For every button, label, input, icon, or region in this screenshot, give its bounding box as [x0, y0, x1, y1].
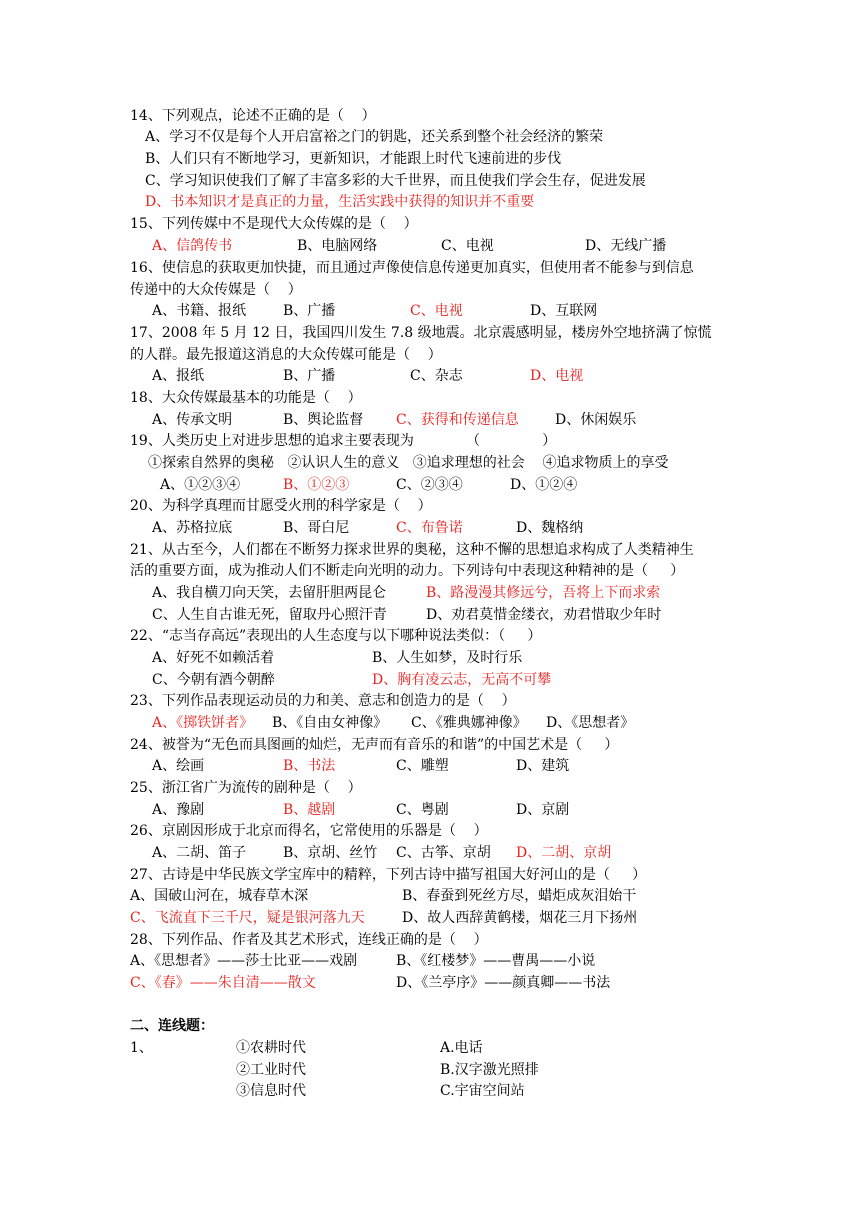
q22-option-c: C、今朝有酒今朝醉	[152, 672, 275, 688]
q22-stem: 22、“志当存高远”表现出的人生态度与以下哪种说法类似：（ ）	[130, 628, 542, 644]
q18-option-d: D、休闲娱乐	[555, 412, 637, 428]
q21-stem-line2: 活的重要方面，成为推动人们不断走向光明的动力。下列诗句中表现这种精神的是（ ）	[130, 563, 685, 579]
q23-option-a-answer: A、《掷铁饼者》	[152, 715, 254, 731]
matching-left-item-3: ③信息时代	[236, 1083, 306, 1099]
q27-option-b: B、春蚕到死丝方尽，蜡炬成灰泪始干	[402, 888, 637, 904]
q26-option-b: B、京胡、丝竹	[283, 845, 378, 861]
q21-stem-line1: 21、从古至今，人们都在不断努力探求世界的奥秘，这种不懈的思想追求构成了人类精神生	[130, 542, 694, 558]
q26-option-c: C、古筝、京胡	[396, 845, 491, 861]
q25-stem: 25、浙江省广为流传的剧种是（ ）	[130, 780, 362, 796]
q14-option-c: C、学习知识使我们了解了丰富多彩的大千世界，而且使我们学会生存，促进发展	[145, 173, 646, 189]
matching-right-item-b: B.汉字激光照排	[440, 1062, 539, 1078]
q17-option-b: B、广播	[283, 368, 336, 384]
q28-option-b: B、《红楼梦》——曹禺——小说	[396, 953, 596, 969]
q21-option-c: C、人生自古谁无死，留取丹心照汗青	[152, 607, 387, 623]
matching-question-number: 1、	[130, 1040, 153, 1056]
q17-option-d-answer: D、电视	[530, 368, 584, 384]
q18-stem: 18、大众传媒最基本的功能是（ ）	[130, 390, 362, 406]
q15-option-b: B、电脑网络	[297, 238, 378, 254]
matching-right-item-c: C.宇宙空间站	[440, 1083, 525, 1099]
q23-option-d: D、《思想者》	[546, 715, 635, 731]
q15-option-c: C、电视	[441, 238, 494, 254]
q21-option-a: A、我自横刀向天笑，去留肝胆两昆仑	[152, 585, 387, 601]
q17-option-c: C、杂志	[410, 368, 463, 384]
q16-option-d: D、互联网	[530, 303, 598, 319]
q27-stem: 27、古诗是中华民族文学宝库中的精粹，下列古诗中描写祖国大好河山的是（ ）	[130, 867, 647, 883]
q25-option-d: D、京剧	[516, 802, 570, 818]
matching-right-item-a: A.电话	[440, 1040, 483, 1056]
q24-stem: 24、被誉为“无色而具图画的灿烂，无声而有音乐的和谐”的中国艺术是（ ）	[130, 737, 619, 753]
q16-stem-line2: 传递中的大众传媒是（ ）	[130, 282, 302, 298]
q19-option-a: A、①②③④	[160, 477, 241, 493]
q19-option-d: D、①②④	[510, 477, 578, 493]
q15-stem: 15、下列传媒中不是现代大众传媒的是（ ）	[130, 216, 418, 232]
q17-stem-line1: 17、2008 年 5 月 12 日，我国四川发生 7.8 级地震。北京震感明显，楼房外空地挤满了惊慌	[130, 325, 712, 341]
q17-stem-line2: 的人群。最先报道这消息的大众传媒可能是（ ）	[130, 347, 442, 363]
q20-option-b: B、哥白尼	[283, 520, 350, 536]
q26-option-a: A、二胡、笛子	[152, 845, 247, 861]
q19-stem: 19、人类历史上对进步思想的追求主要表现为	[130, 433, 414, 449]
q20-stem: 20、为科学真理而甘愿受火刑的科学家是（ ）	[130, 498, 432, 514]
q17-option-a: A、报纸	[152, 368, 205, 384]
q15-option-d: D、无线广播	[585, 238, 667, 254]
q16-stem-line1: 16、使信息的获取更加快捷，而且通过声像使信息传递更加真实，但使用者不能参与到信息	[130, 260, 694, 276]
q28-option-d: D、《兰亭序》——颜真卿——书法	[396, 975, 611, 991]
q28-option-c-answer: C、《春》——朱自清——散文	[130, 975, 316, 991]
q18-option-c-answer: C、获得和传递信息	[396, 412, 519, 428]
q25-option-b-answer: B、越剧	[283, 802, 336, 818]
q18-option-a: A、传承文明	[152, 412, 233, 428]
q16-option-b: B、广播	[283, 303, 336, 319]
matching-left-item-1: ①农耕时代	[236, 1040, 306, 1056]
q14-option-a: A、学习不仅是每个人开启富裕之门的钥匙，还关系到整个社会经济的繁荣	[145, 129, 604, 145]
q16-option-c-answer: C、电视	[410, 303, 463, 319]
q28-stem: 28、下列作品、作者及其艺术形式，连线正确的是（ ）	[130, 932, 488, 948]
q21-option-d: D、劝君莫惜金缕衣，劝君惜取少年时	[426, 607, 662, 623]
q24-option-b-answer: B、书法	[283, 758, 336, 774]
q20-option-a: A、苏格拉底	[152, 520, 233, 536]
q22-option-a: A、好死不如赖活着	[152, 650, 275, 666]
q20-option-c-answer: C、布鲁诺	[396, 520, 463, 536]
q21-option-b-answer: B、路漫漫其修远兮，吾将上下而求索	[426, 585, 661, 601]
q19-items: ①探索自然界的奥秘 ②认识人生的意义 ③追求理想的社会 ④追求物质上的享受	[148, 455, 669, 471]
q23-option-b: B、《自由女神像》	[272, 715, 388, 731]
section2-title: 二、连线题：	[130, 1018, 214, 1034]
q23-option-c: C、《雅典娜神像》	[411, 715, 527, 731]
q18-option-b: B、舆论监督	[283, 412, 364, 428]
q25-option-a: A、豫剧	[152, 802, 205, 818]
q14-stem: 14、下列观点，论述不正确的是（ ）	[130, 108, 376, 124]
q19-option-c: C、②③④	[396, 477, 463, 493]
q24-option-d: D、建筑	[516, 758, 570, 774]
q19-option-b-answer: B、①②③	[283, 477, 350, 493]
q24-option-a: A、绘画	[152, 758, 205, 774]
q27-option-d: D、故人西辞黄鹤楼，烟花三月下扬州	[402, 910, 638, 926]
q14-option-b: B、人们只有不断地学习，更新知识，才能跟上时代飞速前进的步伐	[145, 151, 562, 167]
q27-option-c-answer: C、飞流直下三千尺，疑是银河落九天	[130, 910, 365, 926]
matching-left-item-2: ②工业时代	[236, 1062, 306, 1078]
q28-option-a: A、《思想者》——莎士比亚——戏剧	[130, 953, 358, 969]
q23-stem: 23、下列作品表现运动员的力和美、意志和创造力的是（ ）	[130, 693, 516, 709]
q25-option-c: C、粤剧	[396, 802, 449, 818]
q22-option-b: B、人生如梦，及时行乐	[372, 650, 523, 666]
q15-option-a-answer: A、信鸽传书	[152, 238, 233, 254]
q26-stem: 26、京剧因形成于北京而得名，它常使用的乐器是（ ）	[130, 823, 488, 839]
q24-option-c: C、雕塑	[396, 758, 449, 774]
q27-option-a: A、国破山河在，城春草木深	[130, 888, 309, 904]
q16-option-a: A、书籍、报纸	[152, 303, 247, 319]
q26-option-d-answer: D、二胡、京胡	[516, 845, 612, 861]
q22-option-d-answer: D、胸有凌云志，无高不可攀	[372, 672, 552, 688]
q20-option-d: D、魏格纳	[516, 520, 584, 536]
q19-answer-paren: （ ）	[466, 433, 557, 449]
q14-option-d-answer: D、书本知识才是真正的力量，生活实践中获得的知识并不重要	[145, 194, 535, 210]
